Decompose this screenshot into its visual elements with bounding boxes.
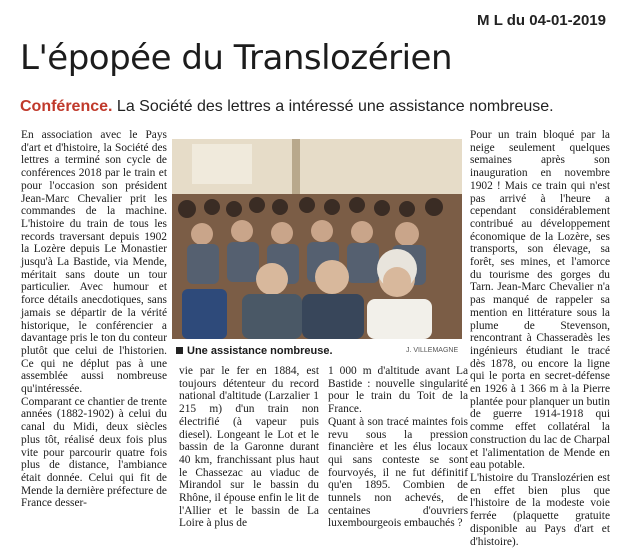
audience-photo-illustration	[172, 139, 462, 339]
paragraph: Comparant ce chantier de trente années (1882-1902) à celui du canal du Midi, deux siècles plus tôt, réalisé deux fois plus vite pour parcourir quatre fois plus de distance, l'ambiance était donnée. Celui qui fit de Mende la dernière préfecture de France desser-	[21, 395, 167, 510]
caption-text: Une assistance nombreuse.	[187, 345, 333, 357]
paragraph: 1 000 m d'altitude avant La Bastide : nouvelle singularité pour le train du Toit de la France.	[328, 365, 468, 416]
paragraph: vie par le fer en 1884, est toujours détenteur du record national d'altitude (Larzalier 1 215 m) d'un train non électrifié (à vapeur puis diesel). Longeant le Lot et le bassin de la Garonne durant 40 km, franchissant plus haut le Chassezac au viaduc de Mirandol sur le bassin du Rhône, il épouse enfin le lit de l'Allier et le bassin de La Loire à plus de	[179, 365, 319, 530]
photo-credit: J. VILLEMAGNE	[406, 347, 459, 354]
article-photo	[172, 139, 462, 339]
paragraph: En association avec le Pays d'art et d'histoire, la Société des lettres a terminé son cycle de conférences 2018 par le train et pour l'occasion son président Jean-Marc Chevalier prit les commandes de la machine. L'histoire du train de tous les records traversant depuis 1902 la Lozère depuis Le Monastier jusqu'à La Bastide, via Mende, méritait sans doute un tour particulier. Avec humour et force détails anecdotiques, sans jamais se départir de la vérité historique, le conférencier a davantage pris le ton du conteur plutôt que celui de l'historien. Ce qui ne déplut pas à une assemblée aussi nombreuse qu'intéressée.	[21, 129, 167, 396]
article-column-2	[179, 365, 319, 530]
paragraph: Quant à son tracé maintes fois revu sous la pression financière et les élus locaux qui sans conteste se sont fourvoyés, il ne fut définitif qu'en 1895. Combien de tunnels non achevés, de centaines d'ouvriers luxembourgeois embauchés ?	[328, 415, 468, 530]
subhead-text: La Société des lettres a intéressé une assistance nombreuse.	[116, 98, 554, 115]
article-subhead	[20, 98, 554, 116]
article-column-4	[470, 129, 610, 548]
subhead-kicker: Conférence.	[20, 98, 113, 115]
article-column-1	[21, 129, 167, 525]
caption-bullet-icon	[176, 347, 183, 354]
paragraph: Pour un train bloqué par la neige seulement quelques semaines après son inauguration en novembre 1902 ! Mais ce train qui n'est pas arrivé à l'heure a cependant considérablement contribué au développement économique de la Lozère, ses transports, son élevage, sa forêt, ses mines, et l'amorce du tourisme des gorges du Tarn. Jean-Marc Chevalier n'a pas manqué de rappeler sa mention en littérature sous la plume de Stevenson, rencontrant à Chasseradès les ingénieurs étudiant le tracé dès 1878, ou encore la ligne qui le porta en secret-défense en 1926 à 1 366 m à la Pierre plantée pour planquer un butin de guerre 1914-1918 qui comme effet collatéral la construction du lac de Charpal et l'alimentation de Mende en eau potable.	[470, 129, 610, 472]
article-column-3	[328, 365, 468, 530]
photo-caption	[176, 345, 333, 357]
source-date-stamp: M L du 04-01-2019	[477, 12, 606, 29]
paragraph: L'histoire du Translozérien est en effet bien plus que l'histoire de la modeste voie ferrée (plaquette gratuite disponible au Pays d'art et d'histoire).	[470, 471, 610, 548]
article-headline: L'épopée du Translozérien	[20, 38, 453, 78]
